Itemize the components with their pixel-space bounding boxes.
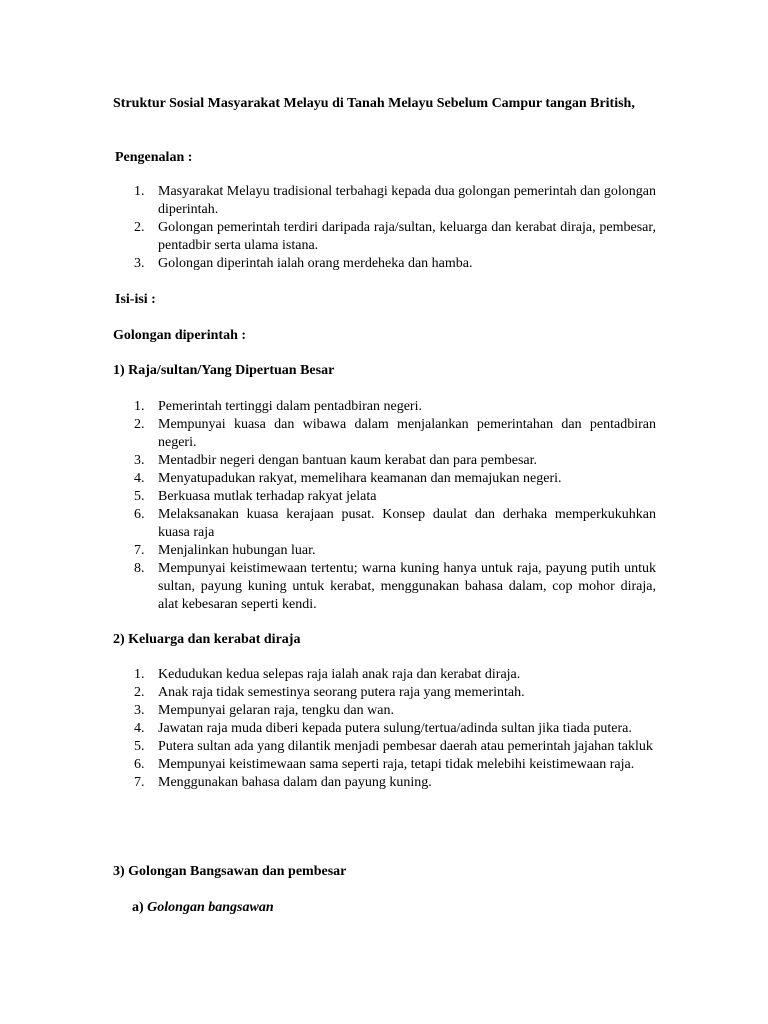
section2-heading: 2) Keluarga dan kerabat diraja (113, 632, 301, 647)
list-item: 3. Mentadbir negeri dengan bantuan kaum kerabat dan para pembesar. (134, 453, 538, 468)
section1-heading: 1) Raja/sultan/Yang Dipertuan Besar (113, 363, 335, 378)
list-item: 2. Anak raja tidak semestinya seorang putera raja yang memerintah. (134, 685, 525, 700)
section3-heading: 3) Golongan Bangsawan dan pembesar (113, 864, 347, 879)
list-item: 2. Mempunyai kuasa dan wibawa dalam menjalankan pemerintahan dan pentadbiran negeri. (134, 417, 656, 450)
list-item: 5. Berkuasa mutlak terhadap rakyat jelata (134, 489, 377, 504)
subheading-text: Golongan bangsawan (147, 900, 274, 915)
pengenalan-heading: Pengenalan : (115, 150, 193, 165)
section3-subheading (132, 899, 274, 917)
document-title: Struktur Sosial Masyarakat Melayu di Tanah Melayu Sebelum Campur tangan British, (113, 96, 635, 111)
list-item: 5. Putera sultan ada yang dilantik menjadi pembesar daerah atau pemerintah jajahan takluk (134, 739, 653, 754)
list-item: 1. Pemerintah tertinggi dalam pentadbiran negeri. (134, 399, 422, 414)
list-item: 4. Jawatan raja muda diberi kepada putera sulung/tertua/adinda sultan jika tiada putera. (134, 721, 632, 736)
subheading-prefix: a) (132, 900, 144, 915)
list-item: 7. Menggunakan bahasa dalam dan payung kuning. (134, 775, 432, 790)
list-item: 1. Masyarakat Melayu tradisional terbahagi kepada dua golongan pemerintah dan golongan diperintah. (134, 184, 656, 217)
list-item: 3. Golongan diperintah ialah orang merdeheka dan hamba. (134, 256, 473, 271)
list-item: 8. Mempunyai keistimewaan tertentu; warna kuning hanya untuk raja, payung putih untuk sultan, payung kuning untuk kerabat, menggunakan bahasa dalam, cop mohor diraja, alat kebesaran seperti kendi. (134, 561, 656, 612)
list-item: 3. Mempunyai gelaran raja, tengku dan wan. (134, 703, 394, 718)
list-item: 1. Kedudukan kedua selepas raja ialah anak raja dan kerabat diraja. (134, 667, 521, 682)
list-item: 6. Melaksanakan kuasa kerajaan pusat. Konsep daulat dan derhaka memperkukuhkan kuasa raja (134, 507, 656, 540)
pengenalan-list (113, 183, 656, 273)
section2-list (113, 666, 656, 792)
list-item: 4. Menyatupadukan rakyat, memelihara keamanan dan memajukan negeri. (134, 471, 562, 486)
list-item: 7. Menjalinkan hubungan luar. (134, 543, 316, 558)
list-item: 6. Mempunyai keistimewaan sama seperti raja, tetapi tidak melebihi keistimewaan raja. (134, 757, 635, 772)
isi-heading: Isi-isi : (115, 292, 156, 307)
list-item: 2. Golongan pemerintah terdiri daripada raja/sultan, keluarga dan kerabat diraja, pembesar, pentadbir serta ulama istana. (134, 220, 656, 253)
section1-list (113, 398, 656, 614)
golongan-diperintah-heading: Golongan diperintah : (113, 328, 247, 343)
